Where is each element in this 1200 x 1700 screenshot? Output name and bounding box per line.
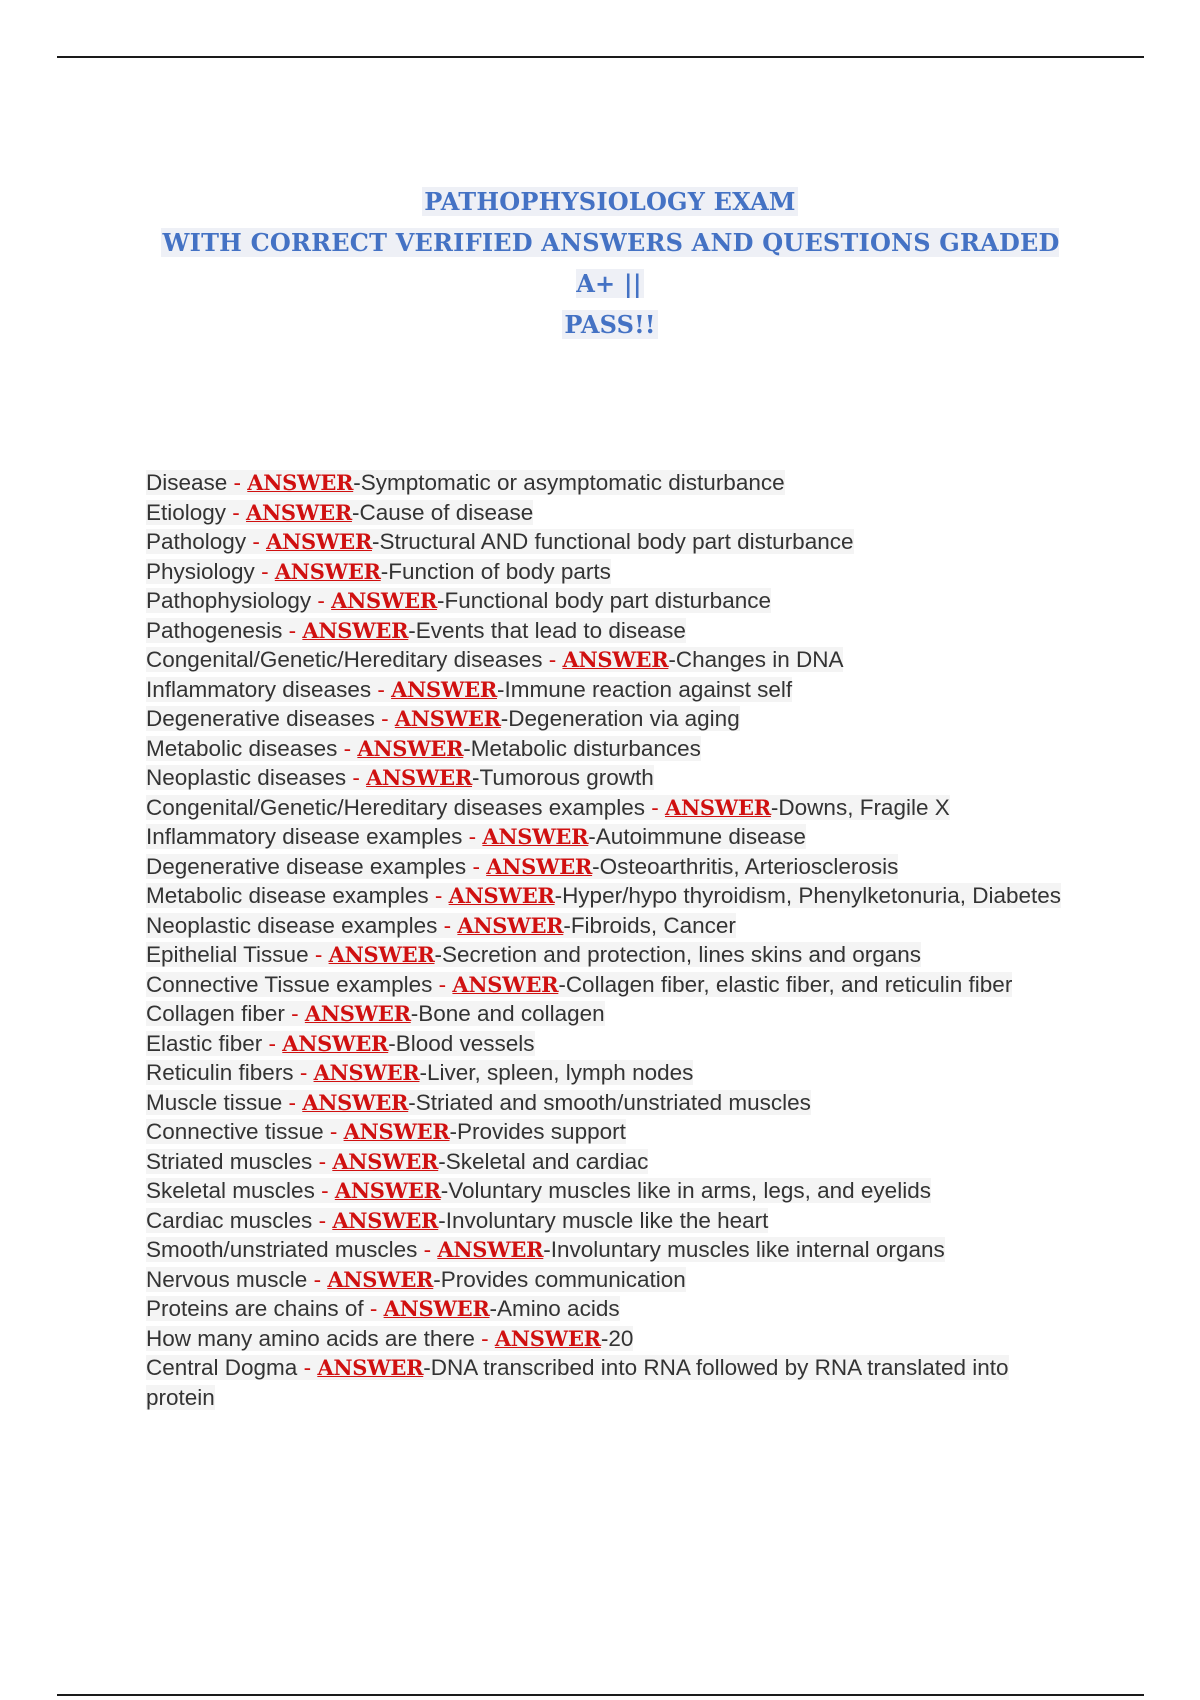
qa-separator: - (462, 824, 483, 849)
qa-item (146, 1117, 1066, 1147)
qa-separator: - (308, 942, 329, 967)
qa-term: Cardiac muscles (146, 1207, 313, 1233)
title-line-3: PASS!! (564, 310, 656, 339)
qa-item-content (146, 942, 921, 967)
qa-item (146, 675, 1066, 705)
qa-term: How many amino acids are there (146, 1325, 475, 1351)
qa-separator: - (254, 558, 275, 584)
answer-label: ANSWER (317, 1355, 424, 1380)
qa-term: Disease (146, 470, 228, 495)
qa-item-content (146, 1119, 626, 1144)
qa-item (146, 1294, 1066, 1324)
answer-label: ANSWER (562, 647, 669, 672)
qa-item-content (146, 1090, 811, 1115)
qa-separator: - (645, 794, 666, 820)
qa-separator: - (311, 588, 332, 613)
qa-answer: Changes in DNA (675, 647, 844, 672)
qa-item (146, 1147, 1066, 1177)
answer-separator: - (433, 1266, 441, 1292)
qa-item (146, 1206, 1066, 1236)
qa-item-content (146, 736, 701, 761)
qa-item (146, 527, 1066, 557)
qa-separator: - (227, 470, 248, 495)
qa-term: Congenital/Genetic/Hereditary diseases examples (146, 794, 646, 820)
answer-separator: - (351, 499, 360, 525)
qa-item-content (146, 1149, 648, 1174)
answer-label: ANSWER (274, 558, 381, 584)
qa-term: Nervous muscle (146, 1266, 308, 1292)
qa-term: Etiology (146, 499, 227, 525)
qa-term: Degenerative disease examples (146, 853, 467, 879)
qa-term: Inflammatory disease examples (146, 824, 463, 849)
qa-term: Pathology (146, 529, 247, 554)
qa-answer: Events that lead to disease (415, 617, 686, 643)
answer-separator: - (380, 558, 389, 584)
top-rule (57, 56, 1144, 58)
answer-separator: - (489, 1296, 498, 1321)
qa-item-content (146, 618, 686, 643)
answer-separator: - (434, 942, 442, 967)
qa-separator: - (417, 1237, 438, 1262)
answer-separator: - (588, 824, 596, 849)
qa-item-content (146, 854, 898, 879)
qa-item-content (146, 588, 771, 613)
qa-answer: Collagen fiber, elastic fiber, and reticulin fiber (565, 971, 1013, 997)
qa-answer: Striated and smooth/unstriated muscles (415, 1089, 811, 1115)
qa-term: Central Dogma (146, 1355, 298, 1380)
qa-answer: DNA transcribed into RNA followed by RNA translated into protein (146, 1355, 1009, 1410)
answer-separator: - (388, 1030, 396, 1056)
qa-term: Collagen fiber (146, 1001, 285, 1026)
answer-label: ANSWER (366, 765, 473, 790)
bottom-rule (57, 1694, 1144, 1696)
answer-label: ANSWER (247, 470, 354, 495)
qa-answer: Skeletal and cardiac (445, 1148, 649, 1174)
qa-item (146, 940, 1066, 970)
answer-label: ANSWER (391, 676, 497, 702)
answer-separator: - (419, 1060, 427, 1085)
qa-item (146, 881, 1066, 911)
qa-item-content (146, 883, 1061, 908)
qa-separator: - (346, 765, 367, 790)
answer-label: ANSWER (334, 1178, 441, 1203)
qa-term: Elastic fiber (146, 1030, 263, 1056)
qa-item-content (146, 559, 611, 584)
qa-answer: Involuntary muscle like the heart (445, 1207, 769, 1233)
qa-term: Reticulin fibers (146, 1060, 294, 1085)
answer-label: ANSWER (482, 824, 589, 849)
qa-answer: Hyper/hypo thyroidism, Phenylketonuria, Diabetes (562, 883, 1062, 908)
qa-item-content (146, 913, 736, 938)
qa-term: Neoplastic disease examples (146, 912, 438, 938)
answer-label: ANSWER (304, 1001, 411, 1026)
qa-separator: - (307, 1266, 328, 1292)
qa-item (146, 763, 1066, 793)
answer-separator: - (449, 1119, 458, 1144)
qa-item (146, 793, 1066, 823)
qa-item-content (146, 529, 854, 554)
answer-label: ANSWER (357, 735, 464, 761)
answer-label: ANSWER (486, 853, 593, 879)
qa-separator: - (262, 1030, 283, 1056)
qa-term: Epithelial Tissue (146, 942, 309, 967)
qa-item-content (146, 1178, 931, 1203)
qa-item-content (146, 824, 806, 849)
qa-term: Muscle tissue (146, 1089, 283, 1115)
answer-separator: - (438, 1207, 446, 1233)
qa-item-content (146, 1326, 633, 1351)
answer-label: ANSWER (394, 706, 501, 731)
qa-answer: Bone and collagen (418, 1001, 605, 1026)
qa-item-content (146, 500, 533, 525)
qa-separator: - (323, 1119, 344, 1144)
qa-item (146, 999, 1066, 1029)
answer-separator: - (353, 470, 361, 495)
answer-separator: - (554, 883, 563, 908)
qa-item-content (146, 706, 740, 731)
qa-separator: - (246, 529, 267, 554)
qa-item (146, 1353, 1066, 1412)
answer-label: ANSWER (328, 942, 435, 967)
qa-separator: - (428, 883, 449, 908)
qa-item (146, 1176, 1066, 1206)
answer-separator: - (472, 765, 480, 790)
answer-separator: - (371, 529, 380, 554)
qa-item (146, 468, 1066, 498)
qa-answer: Immune reaction against self (504, 676, 793, 702)
qa-item (146, 557, 1066, 587)
answer-label: ANSWER (313, 1060, 420, 1085)
qa-answer: Provides communication (440, 1266, 686, 1292)
title-line-1: PATHOPHYSIOLOGY EXAM (424, 187, 796, 216)
qa-separator: - (337, 735, 358, 761)
qa-term: Physiology (146, 558, 255, 584)
qa-item (146, 734, 1066, 764)
answer-separator: - (600, 1325, 609, 1351)
qa-item-content (146, 1031, 535, 1056)
qa-term: Smooth/unstriated muscles (146, 1237, 418, 1262)
qa-term: Proteins are chains of (146, 1296, 364, 1321)
answer-separator: - (668, 647, 676, 672)
qa-answer: Secretion and protection, lines skins and organs (442, 942, 922, 967)
qa-item-content (146, 1355, 1009, 1410)
qa-answer: Autoimmune disease (595, 824, 806, 849)
qa-item (146, 911, 1066, 941)
qa-item (146, 645, 1066, 675)
answer-label: ANSWER (437, 1237, 544, 1262)
qa-separator: - (542, 647, 563, 672)
qa-term: Neoplastic diseases (146, 765, 347, 790)
qa-item (146, 970, 1066, 1000)
qa-answer: Involuntary muscles like internal organs (550, 1237, 945, 1262)
answer-separator: - (770, 794, 779, 820)
answer-label: ANSWER (331, 588, 438, 613)
qa-separator: - (297, 1355, 318, 1380)
qa-answer: Fibroids, Cancer (570, 912, 736, 938)
qa-answer: Downs, Fragile X (778, 794, 950, 820)
qa-item (146, 1265, 1066, 1295)
qa-term: Inflammatory diseases (146, 676, 372, 702)
qa-term: Pathophysiology (146, 588, 312, 613)
qa-item (146, 1029, 1066, 1059)
title-line-2: WITH CORRECT VERIFIED ANSWERS AND QUESTIONS GRADED A+ || (162, 228, 1060, 298)
answer-label: ANSWER (327, 1266, 434, 1292)
qa-item-content (146, 1237, 945, 1262)
answer-separator: - (410, 1001, 419, 1026)
answer-label: ANSWER (448, 883, 555, 908)
qa-answer: Liver, spleen, lymph nodes (426, 1060, 694, 1085)
qa-answer: 20 (608, 1325, 634, 1351)
qa-item (146, 1324, 1066, 1354)
qa-term: Metabolic disease examples (146, 883, 429, 908)
qa-answer: Voluntary muscles like in arms, legs, and eyelids (448, 1178, 931, 1203)
qa-term: Striated muscles (146, 1148, 313, 1174)
qa-separator: - (282, 1089, 303, 1115)
qa-term: Connective Tissue examples (146, 971, 433, 997)
qa-separator: - (226, 499, 247, 525)
qa-item-content (146, 647, 843, 672)
answer-separator: - (438, 1148, 446, 1174)
qa-term: Skeletal muscles (146, 1178, 315, 1203)
document-title (150, 181, 1070, 345)
qa-item-content (146, 470, 785, 495)
qa-item (146, 1088, 1066, 1118)
qa-item-content (146, 677, 792, 702)
qa-separator: - (374, 706, 395, 731)
qa-separator: - (284, 1001, 305, 1026)
answer-label: ANSWER (452, 971, 559, 997)
qa-answer: Structural AND functional body part disturbance (379, 529, 854, 554)
qa-list (146, 468, 1066, 1412)
qa-separator: - (312, 1148, 333, 1174)
answer-label: ANSWER (246, 499, 352, 525)
answer-separator: - (408, 617, 416, 643)
answer-separator: - (497, 676, 505, 702)
answer-label: ANSWER (332, 1148, 439, 1174)
qa-item-content (146, 972, 1012, 997)
qa-separator: - (314, 1178, 335, 1203)
qa-answer: Function of body parts (388, 558, 611, 584)
answer-separator: - (440, 1178, 449, 1203)
answer-separator: - (563, 912, 571, 938)
qa-item-content (146, 1267, 686, 1292)
qa-separator: - (466, 853, 487, 879)
qa-term: Connective tissue (146, 1119, 324, 1144)
qa-separator: - (432, 971, 453, 997)
answer-label: ANSWER (383, 1296, 490, 1321)
qa-separator: - (293, 1060, 314, 1085)
answer-label: ANSWER (343, 1119, 450, 1144)
answer-label: ANSWER (282, 1030, 389, 1056)
qa-separator: - (474, 1325, 495, 1351)
qa-answer: Cause of disease (359, 499, 534, 525)
answer-separator: - (592, 853, 600, 879)
qa-term: Pathogenesis (146, 617, 283, 643)
qa-answer: Functional body part disturbance (444, 588, 771, 613)
answer-separator: - (500, 706, 509, 731)
qa-answer: Osteoarthritis, Arteriosclerosis (599, 853, 899, 879)
qa-separator: - (312, 1207, 333, 1233)
qa-item (146, 616, 1066, 646)
answer-separator: - (423, 1355, 431, 1380)
qa-answer: Blood vessels (395, 1030, 535, 1056)
qa-item (146, 852, 1066, 882)
qa-term: Metabolic diseases (146, 735, 338, 761)
qa-item-content (146, 1208, 768, 1233)
qa-item-content (146, 1296, 620, 1321)
qa-answer: Tumorous growth (479, 765, 654, 790)
qa-separator: - (282, 617, 303, 643)
qa-item (146, 1058, 1066, 1088)
answer-label: ANSWER (457, 912, 564, 938)
qa-answer: Metabolic disturbances (470, 735, 701, 761)
qa-item (146, 822, 1066, 852)
answer-label: ANSWER (494, 1325, 601, 1351)
answer-label: ANSWER (332, 1207, 439, 1233)
qa-answer: Degeneration via aging (508, 706, 740, 731)
qa-item-content (146, 1001, 605, 1026)
answer-separator: - (463, 735, 471, 761)
qa-answer: Symptomatic or asymptomatic disturbance (360, 470, 785, 495)
qa-separator: - (371, 676, 392, 702)
answer-label: ANSWER (302, 617, 409, 643)
answer-separator: - (543, 1237, 551, 1262)
qa-item (146, 704, 1066, 734)
qa-separator: - (363, 1296, 384, 1321)
qa-term: Congenital/Genetic/Hereditary diseases (146, 647, 543, 672)
qa-separator: - (437, 912, 458, 938)
qa-item-content (146, 765, 654, 790)
qa-item (146, 586, 1066, 616)
answer-separator: - (437, 588, 445, 613)
answer-separator: - (558, 971, 566, 997)
qa-item (146, 1235, 1066, 1265)
qa-answer: Provides support (457, 1119, 626, 1144)
qa-item-content (146, 1060, 693, 1085)
qa-item-content (146, 795, 950, 820)
answer-separator: - (408, 1089, 416, 1115)
qa-item (146, 498, 1066, 528)
answer-label: ANSWER (665, 794, 771, 820)
answer-label: ANSWER (302, 1089, 409, 1115)
answer-label: ANSWER (266, 529, 372, 554)
qa-answer: Amino acids (497, 1296, 620, 1321)
qa-term: Degenerative diseases (146, 706, 375, 731)
